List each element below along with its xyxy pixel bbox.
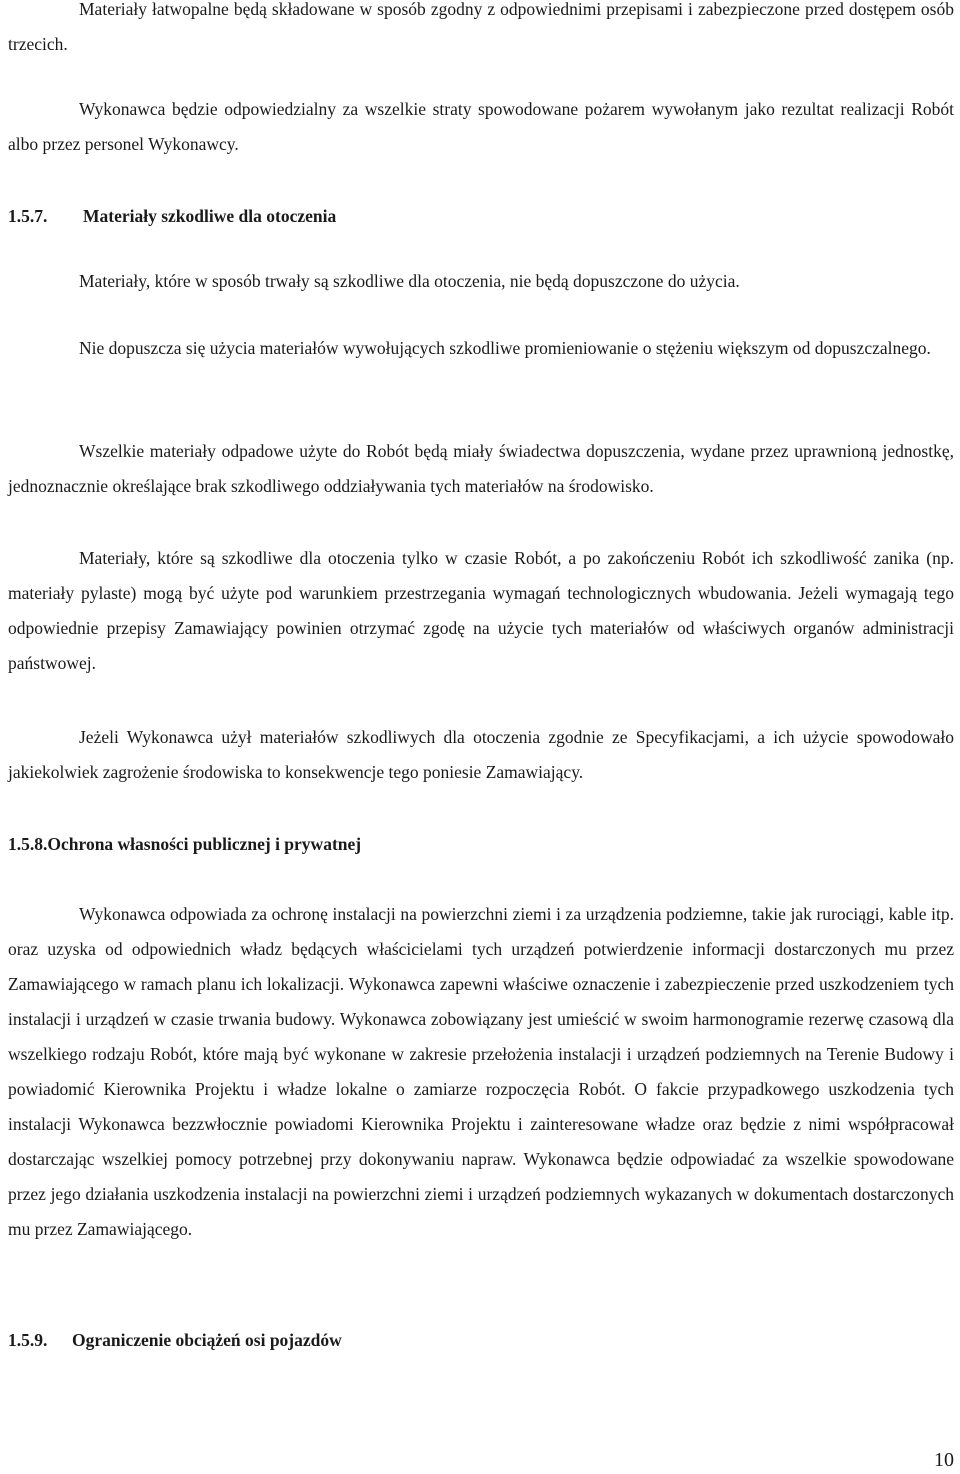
section-number: 1.5.7. bbox=[8, 206, 48, 226]
paragraph-utilities-protection: Wykonawca odpowiada za ochronę instalacji na powierzchni ziemi i za urządzenia podziemne, takie jak rurociągi, kable itp. oraz uzyska od odpowiednich władz będących właścicielami tych urządzeń potwierdzenie informacji dostarczonych mu przez Zamawiającego w ramach planu ich lokalizacji. Wykonawca zapewni właściwe oznaczenie i zabezpieczenie przed uszkodzeniem tych instalacji i urządzeń w czasie trwania budowy. Wykonawca zobowiązany jest umieścić w swoim harmonogramie rezerwę czasową dla wszelkiego rodzaju Robót, które mają być wykonane w zakresie przełożenia instalacji i urządzeń podziemnych na Terenie Budowy i powiadomić Kierownika Projektu i władze lokalne o zamiarze rozpoczęcia Robót. O fakcie przypadkowego uszkodzenia tych instalacji Wykonawca bezzwłocznie powiadomi Kierownika Projektu i zainteresowane władze oraz będzie z nimi współpracował dostarczając wszelkiej pomocy potrzebnej przy dokonywaniu napraw. Wykonawca będzie odpowiadać za wszelkie spowodowane przez jego działania uszkodzenia instalacji na powierzchni ziemi i urządzeń podziemnych wykazanych w dokumentach dostarczonych mu przez Zamawiającego. bbox=[8, 904, 954, 1239]
section-title: Ograniczenie obciążeń osi pojazdów bbox=[72, 1330, 342, 1350]
paragraph-harmful-materials: Materiały, które w sposób trwały są szkodliwe dla otoczenia, nie będą dopuszczone do użycia. bbox=[79, 271, 740, 291]
paragraph-fire-liability: Wykonawca będzie odpowiedzialny za wszelkie straty spowodowane pożarem wywołanym jako rezultat realizacji Robót albo przez personel Wykonawcy. bbox=[8, 99, 954, 154]
section-heading-1-5-9 bbox=[8, 1328, 342, 1352]
section-heading-1-5-7 bbox=[8, 204, 336, 228]
paragraph-flammable-storage: Materiały łatwopalne będą składowane w sposób zgodny z odpowiednimi przepisami i zabezpieczone przed dostępem osób trzecich. bbox=[8, 0, 954, 54]
section-number: 1.5.9. bbox=[8, 1330, 48, 1350]
page-number: 10 bbox=[934, 1449, 954, 1471]
paragraph-radiation: Nie dopuszcza się użycia materiałów wywołujących szkodliwe promieniowanie o stężeniu większym od dopuszczalnego. bbox=[79, 338, 931, 358]
paragraph-waste-certificates: Wszelkie materiały odpadowe użyte do Robót będą miały świadectwa dopuszczenia, wydane przez uprawnioną jednostkę, jednoznacznie określające brak szkodliwego oddziaływania tych materiałów na środowisko. bbox=[8, 441, 954, 496]
section-title: Ochrona własności publicznej i prywatnej bbox=[47, 834, 362, 854]
section-number: 1.5.8. bbox=[8, 834, 48, 854]
section-heading-1-5-8 bbox=[8, 832, 361, 856]
paragraph-temporary-harmful: Materiały, które są szkodliwe dla otoczenia tylko w czasie Robót, a po zakończeniu Robót ich szkodliwość zanika (np. materiały pylaste) mogą być użyte pod warunkiem przestrzegania wymagań technologicznych wbudowania. Jeżeli wymagają tego odpowiednie przepisy Zamawiający powinien otrzymać zgodę na użycie tych materiałów od właściwych organów administracji państwowej. bbox=[8, 548, 954, 673]
paragraph-contractor-responsibility: Jeżeli Wykonawca użył materiałów szkodliwych dla otoczenia zgodnie ze Specyfikacjami, a ich użycie spowodowało jakiekolwiek zagrożenie środowiska to konsekwencje tego poniesie Zamawiający. bbox=[8, 727, 954, 782]
section-title: Materiały szkodliwe dla otoczenia bbox=[83, 206, 337, 226]
